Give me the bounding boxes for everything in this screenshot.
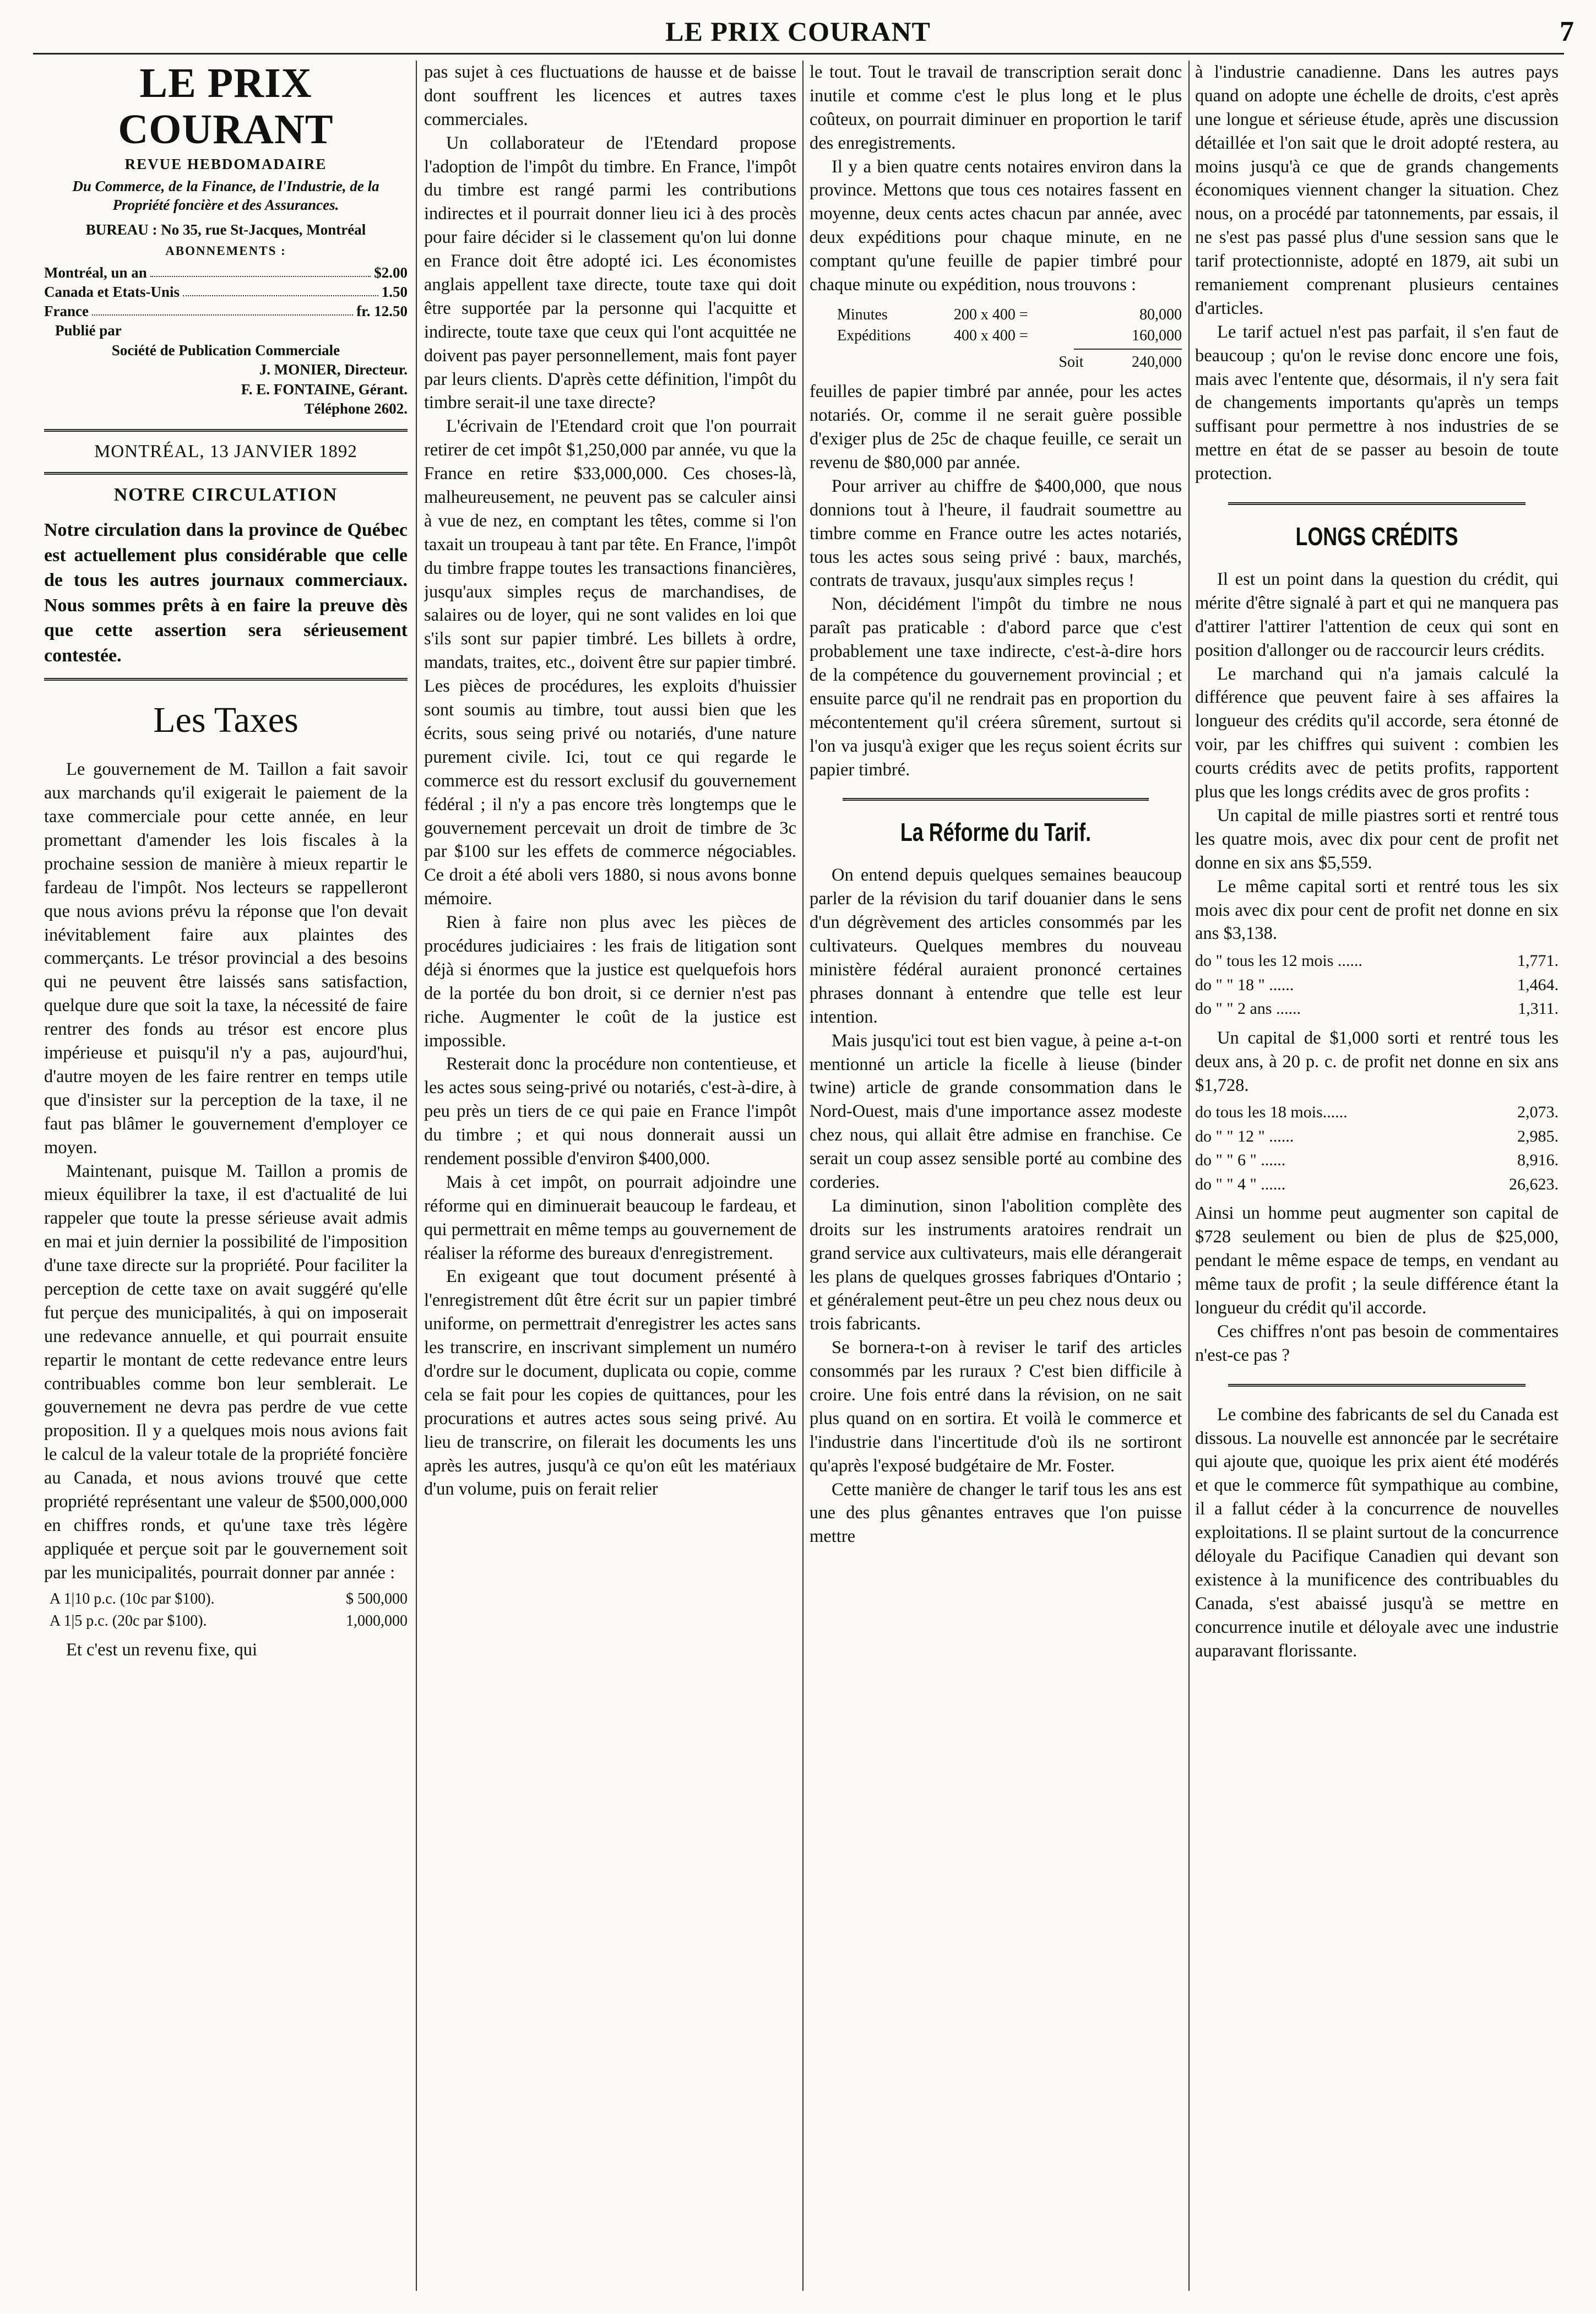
paragraph: Le gouvernement de M. Taillon a fait savoir aux marchands qu'il exigerait le paiement de la taxe commerciale pour cette année, en leur promettant d'amender les lois fiscales à la prochaine session de manière à mieux repartir le fardeau de l'impôt. Nos lecteurs se rappelleront que nous avions prévu la réponse que l'on devait inévitablement faire aux plaintes des commerçants. Le trésor provincial a des besoins qui ne peuvent être laissés sans satisfaction, quelque dure que soit la taxe, la nécessité de faire rentrer des fonds au trésor est encore plus impérieuse et puisqu'il n'y a pas, aujourd'hui, d'autre moyen de les faire rentrer en temps utile que d'insister sur la perception de la taxe, il ne faut pas blâmer le gouvernement d'employer ce moyen. <box>44 759 408 1158</box>
paragraph: Et c'est un revenu fixe, qui <box>66 1639 257 1660</box>
dateline: MONTRÉAL, 13 JANVIER 1892 <box>94 442 357 462</box>
paragraph: Non, décidément l'impôt du timbre ne nous paraît pas praticable : d'abord parce que c'est probablement une taxe indirecte, c'est-à-dire hors de la compétence du gouvernement provincial ; et ensuite parce qu'il ne rendrait pas en proportion du mécontentement qu'il créera sûrement, surtout si l'on va jusqu'à exiger que les reçus soient écrits sur papier timbré. <box>810 594 1182 780</box>
paragraph: Mais jusqu'ici tout est bien vague, à peine a-t-on mentionné un article la ficelle à lieuse (binder twine) article de grande consommation dans le Nord-Ouest, mais d'une importance assez modeste chez nous, qui allait être admise en franchise. Ce serait un coup assez sensible porté au combine des corderies. <box>810 1030 1182 1193</box>
paragraph: Un collaborateur de l'Etendard propose l'adoption de l'impôt du timbre. En France, l'impôt du timbre est rangé parmi les contributions indirectes et il pourrait donner lieu ici à des procès pour faire décider si le classement qu'on lui donne en France doit être adopté ici. Les économistes anglais appellent taxe directe, toute taxe qui doit être supportée par la personne qui l'acquitte et indirecte, toute taxe que ceux qui l'ont acquittée ne doivent pas payer personnellement, mais font payer par leurs clients. D'après cette définition, l'impôt du timbre serait-il une taxe directe? <box>424 133 796 413</box>
masthead-title: LE PRIX COURANT <box>118 61 334 153</box>
calc-row: Minutes 200 x 400 = 80,000 <box>837 306 1182 323</box>
column-rule <box>802 61 804 2291</box>
paragraph: Ces chiffres n'ont pas besoin de commentaires n'est-ce pas ? <box>1195 1321 1559 1365</box>
divider <box>1228 1384 1526 1387</box>
article-heading: Les Taxes <box>153 700 298 741</box>
page-number: 7 <box>1560 16 1574 47</box>
article-heading: LONGS CRÉDITS <box>1295 522 1458 551</box>
rate-row: A 1|5 p.c. (20c par $100). 1,000,000 <box>50 1612 408 1630</box>
paragraph: Ainsi un homme peut augmenter son capital de $728 seulement ou bien de plus de $25,000, pendant le même espace de temps, en vendant au même taux de profit ; la seule différence étant la longueur du crédit qu'il accorde. <box>1195 1203 1559 1318</box>
paragraph: feuilles de papier timbré par année, pour les actes notariés. Or, comme il ne serait guère possible d'exiger plus de 25c de chaque feuille, ce serait un revenu de $80,000 par année. <box>810 382 1182 472</box>
paragraph: Le tarif actuel n'est pas parfait, il s'en faut de beaucoup ; qu'on le revise donc encore une fois, mais avec l'entente que, désormais, il n'y sera fait de changements importants qu'après un temps suffisant pour permettre à nos industries de se mettre en état de se passer au besoin de toute protection. <box>1195 322 1559 484</box>
publisher-name: Société de Publication Commerciale <box>111 341 340 358</box>
manager: F. E. FONTAINE, Gérant. <box>241 381 408 398</box>
credit-table <box>1195 1100 1559 1196</box>
paragraph: L'écrivain de l'Etendard croit que l'on pourrait retirer de cet impôt $1,250,000 par année, vu que la France en retire $33,000,000. Ces choses-là, malheureusement, ne peuvent pas se calculer ainsi à vue de nez, en comptant les têtes, comme si l'on taxait un troupeau à tant par tête. En France, l'impôt du timbre frappe toutes les transactions financières, jusqu'aux simples reçus de marchandises, de salaires ou de loyer, qui ne sont valides en loi que s'ils sont sur papier timbré. Les billets à ordre, mandats, traites, etc., doivent être sur papier timbré. Les pièces de procédures, les exploits d'huissier sont soumis au timbre, tout aussi bien que les écrits, sous seing privé ou notariés, d'une nature purement civile. Ici, tout ce qui regarde le commerce est du ressort exclusif du gouvernement fédéral ; il n'y a pas encore très longtemps que le gouvernement percevait un droit de timbre de 3c par $100 sur les effets de commerce négociables. Ce droit a été aboli vers 1880, si nous avons bonne mémoire. <box>424 416 796 909</box>
paragraph: à l'industrie canadienne. Dans les autres pays quand on adopte une échelle de droits, c'est après une longue et sérieuse étude, après une discussion détaillée et l'on sait que le droit adopté restera, au moins jusqu'à ce que de grands changements économiques viennent changer la situation. Chez nous, on a procédé par tatonnements, par essais, il ne s'est pas passé plus d'une session sans que le tarif protectionniste, adopté en 1879, ait subi un remaniement comprenant plusieurs centaines d'articles. <box>1195 62 1559 318</box>
paragraph: La diminution, sinon l'abolition complète des droits sur les instruments aratoires rendrait un grand service aux cultivateurs, mais elle dérangerait les plans de quelques grosses fabriques d'Ontario ; et généralement peut-être un peu chez nous deux ou trois fabricants. <box>810 1196 1182 1334</box>
paragraph: Un capital de $1,000 sorti et rentré tous les deux ans, à 20 p. c. de profit net donne en six ans $1,728. <box>1195 1028 1559 1095</box>
column-1 <box>44 61 408 2291</box>
rate-row: A 1|10 p.c. (10c par $100). $ 500,000 <box>50 1590 408 1607</box>
credit-row: do " tous les 12 mois ...... 1,771. <box>1195 952 1559 970</box>
paragraph: Il est un point dans la question du crédit, qui mérite d'être signalé à part et qui ne manquera pas d'attirer l'attirer l'attention de ceux qui sont en position d'allonger ou de raccourcir leurs crédits. <box>1195 569 1559 660</box>
paragraph: Cette manière de changer le tarif tous les ans est une des plus gênantes entraves que l'on puisse mettre <box>810 1479 1182 1547</box>
publisher-label: Publié par <box>55 322 122 339</box>
paragraph: Resterait donc la procédure non contentieuse, et les actes sous seing-privé ou notariés, c'est-à-dire, à peu près un tiers de ce qui paie en France l'impôt du timbre ; et qui nous donnerait aussi un rendement possible d'environ $400,000. <box>424 1054 796 1169</box>
column-rule <box>1188 61 1190 2291</box>
divider <box>44 472 408 475</box>
calc-total-row: Soit 240,000 <box>1058 353 1182 371</box>
paragraph: Le combine des fabricants de sel du Canada est dissous. La nouvelle est annoncée par le secrétaire qui ajoute que, quoique les prix aient été modérés et que le commerce fût sympathique au combine, il a fallut céder à la concurrence de nouvelles exploitations. Il se plaint surtout de la concurrence déloyale du Pacifique Canadien qui devant son existence à la munificence des contribuables du Canada, s'est abaissé jusqu'à se mettre en concurrence inutile et déloyale avec une industrie auparavant florissante. <box>1195 1404 1559 1661</box>
paragraph: Se bornera-t-on à reviser le tarif des articles consommés par les ruraux ? C'est bien difficile à croire. Une fois entré dans la révision, on ne sait plus quand on en sortira. Et voilà le commerce et l'industrie dans l'incertitude d'où ils ne sortiront qu'après l'exposé budgétaire de Mr. Foster. <box>810 1338 1182 1476</box>
paragraph: Le marchand qui n'a jamais calculé la différence que peuvent faire à ses affaires la longueur des crédits qu'il accorde, sera étonné de voir, par les chiffres qui suivent : combien les courts crédits avec de petits profits, rapportent plus que les longs crédits avec de gros profits : <box>1195 664 1559 802</box>
column-2 <box>424 61 796 2291</box>
subscription-row: Canada et Etats-Unis 1.50 <box>44 283 408 300</box>
sum-line <box>1074 349 1182 350</box>
circulation-text: Notre circulation dans la province de Québec est actuellement plus considérable que celle de tous les autres journaux commerciaux. Nous sommes prêts à en faire la preuve dès que cette assertion sera sérieusement contestée. <box>44 520 408 666</box>
credit-row: do tous les 18 mois...... 2,073. <box>1195 1103 1559 1122</box>
paragraph: Mais à cet impôt, on pourrait adjoindre une réforme qui en diminuerait beaucoup le fardeau, et qui permettrait en même temps au gouvernement de réaliser la réforme des bureaux d'enregistrement. <box>424 1172 796 1263</box>
subscription-row: France fr. 12.50 <box>44 302 408 319</box>
credit-table <box>1195 949 1559 1021</box>
calc-table <box>837 305 1182 372</box>
credit-row: do " " 6 " ...... 8,916. <box>1195 1151 1559 1170</box>
credit-row: do " " 4 " ...... 26,623. <box>1195 1175 1559 1193</box>
rates-table <box>50 1588 408 1633</box>
paragraph: En exigeant que tout document présenté à l'enregistrement dût être écrit sur un papier timbré uniforme, on permettrait d'enregistrer les actes sans les transcrire, en inscrivant simplement un numéro d'ordre sur le document, duplicata ou copie, comme cela se fait pour les copies de quittances, pour les procurations et autres actes sous seing privé. Au lieu de transcrire, on filerait les documents les uns après les autres, jusqu'à ce qu'on eût les matériaux d'un volume, puis on ferait relier <box>424 1267 796 1500</box>
article-heading: La Réforme du Tarif. <box>900 818 1092 847</box>
telephone: Téléphone 2602. <box>304 400 408 417</box>
bureau-address: BUREAU : No 35, rue St-Jacques, Montréal <box>85 221 366 238</box>
top-rule <box>33 53 1564 55</box>
running-head <box>0 15 1596 48</box>
paragraph: pas sujet à ces fluctuations de hausse et de baisse dont souffrent les licences et autres taxes commerciales. <box>424 62 796 129</box>
paragraph: Maintenant, puisque M. Taillon a promis de mieux équilibrer la taxe, il est d'actualité de lui rappeler que toute la presse sérieuse avait admis en mai et juin dernier la possibilité de l'imposition d'une taxe directe sur la propriété. Pour faciliter la perception de cette taxe on avait suggéré qu'elle fut perçue des municipalités, à qui on imposerait une redevance annuelle, et qui pourrait ensuite repartir le montant de cette redevance entre leurs contribuables comme bon leur semblerait. Le gouvernement ne devra pas perdre de vue cette proposition. Il y a quelques mois nous avions fait le calcul de la valeur totale de la propriété foncière au Canada, et nous avions trouvé que cette propriété représentant une valeur de $500,000,000 en chiffres ronds, et qu'une taxe très légère appliquée et perçue soit par le gouvernement soit par les municipalités, pourrait donner par année : <box>44 1161 408 1583</box>
circulation-heading: NOTRE CIRCULATION <box>113 485 338 506</box>
paragraph: Il y a bien quatre cents notaires environ dans la province. Mettons que tous ces notaires fassent en moyenne, deux cents actes chacun par année, avec deux expéditions pour chaque minute, en ne comptant qu'une feuille de papier timbré pour chaque minute ou expédition, nous trouvons : <box>810 156 1182 295</box>
director: J. MONIER, Directeur. <box>259 361 408 378</box>
credit-row: do " " 18 " ...... 1,464. <box>1195 975 1559 994</box>
subscription-row: Montréal, un an $2.00 <box>44 264 408 281</box>
calc-row: Expéditions 400 x 400 = 160,000 <box>837 327 1182 344</box>
column-4 <box>1195 61 1559 2291</box>
column-rule <box>416 61 417 2291</box>
divider <box>44 678 408 681</box>
paragraph: le tout. Tout le travail de transcription serait donc inutile et comme c'est le plus long et le plus coûteux, on pourrait diminuer en proportion le tarif des enregistrements. <box>810 62 1182 153</box>
divider <box>843 798 1149 801</box>
masthead-tagline: Du Commerce, de la Finance, de l'Industrie, de la Propriété foncière et des Assurances. <box>72 178 379 213</box>
masthead-subtitle: REVUE HEBDOMADAIRE <box>124 156 327 173</box>
credit-row: do " " 12 " ...... 2,985. <box>1195 1127 1559 1145</box>
paragraph: Un capital de mille piastres sorti et rentré tous les quatre mois, avec dix pour cent de profit net donne en six ans $5,559. <box>1195 805 1559 873</box>
credit-row: do " " 2 ans ...... 1,311. <box>1195 1000 1559 1018</box>
paragraph: Le même capital sorti et rentré tous les six mois avec dix pour cent de profit net donne en six ans $3,138. <box>1195 876 1559 944</box>
subscriptions-label: ABONNEMENTS : <box>165 244 286 258</box>
running-title: LE PRIX COURANT <box>665 16 931 47</box>
paragraph: On entend depuis quelques semaines beaucoup parler de la révision du tarif douanier dans le sens d'un dégrèvement des articles consommés par les cultivateurs. Quelques membres du nouveau ministère fédéral auraient prononcé certaines phrases donnant à entendre que telle est leur intention. <box>810 865 1182 1027</box>
paragraph: Pour arriver au chiffre de $400,000, que nous donnions tout à l'heure, il faudrait soumettre au timbre comme en France outre les actes notariés, tous les actes sous seing privé : baux, marchés, contrats de travaux, jusqu'aux simples reçus ! <box>810 476 1182 591</box>
paragraph: Rien à faire non plus avec les pièces de procédures judiciaires : les frais de litigation sont déjà si énormes que la justice est quelquefois hors de la portée du bon droit, si ce dernier n'est pas riche. Augmenter le coût de la justice est impossible. <box>424 912 796 1051</box>
divider <box>44 429 408 432</box>
divider <box>1228 502 1526 505</box>
column-3 <box>810 61 1182 2291</box>
